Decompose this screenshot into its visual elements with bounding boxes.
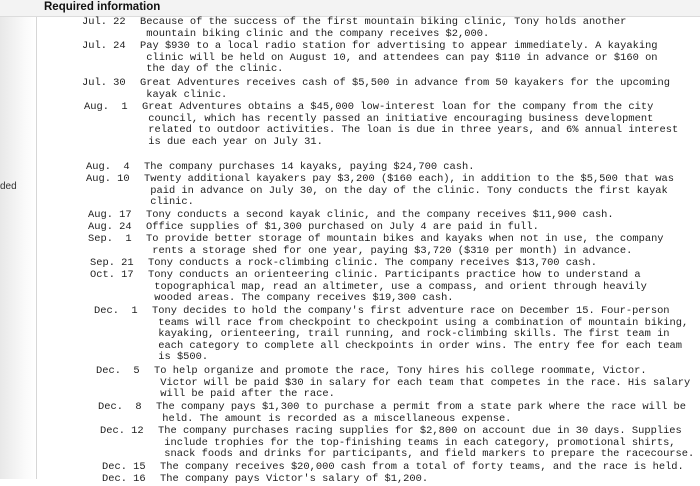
transaction-text-line: related to outdoor activities. The loan is due in three years, and 6% annual interest (148, 124, 679, 137)
transaction-text-line: Victor will be paid $30 in salary for each team that competes in the race. His salary (160, 376, 691, 389)
transaction-date: Aug. 4 (86, 161, 130, 173)
transaction-text-line: Tony conducts an orienteering clinic. Participants practice how to understand a (148, 269, 641, 281)
transaction-date: Dec. 5 (96, 365, 140, 377)
transaction-date: Sep. 1 (88, 233, 132, 245)
transaction-text-line: To provide better storage of mountain bikes and kayaks when not in use, the company (146, 233, 664, 245)
transaction-date: Aug. 1 (84, 101, 128, 113)
transaction-text-line: paid in advance on July 30, on the day of the clinic. Tony conducts the first kayak (150, 184, 668, 197)
transaction-date: Aug. 10 (86, 173, 130, 185)
transaction-text-line: To help organize and promote the race, Tony hires his college roommate, Victor. (154, 365, 647, 377)
transaction-text-line: Office supplies of $1,300 purchased on July 4 are paid in full. (146, 221, 539, 233)
transaction-text-line: wooded areas. The company receives $19,300 cash. (154, 292, 454, 305)
transaction-text-line: Tony decides to hold the company's first adventure race on December 15. Four-person (152, 305, 670, 317)
transaction-date: Jul. 22 (82, 16, 126, 28)
transaction-text-line: the day of the clinic. (146, 63, 284, 76)
transaction-text-line: topographical map, read an altimeter, use a compass, and orient through heavily (154, 280, 647, 293)
transaction-text-line: is due each year on July 31. (148, 135, 323, 148)
transaction-text-line: The company pays Victor's salary of $1,200. (160, 473, 429, 485)
transaction-text-line: each category to complete all checkpoints in order wins. The entry fee for each team (158, 339, 683, 352)
transaction-date: Sep. 21 (90, 257, 134, 269)
transaction-date: Dec. 12 (100, 425, 144, 437)
transaction-text-line: council, which has recently passed an initiative encouraging business development (148, 112, 654, 125)
transaction-date: Dec. 16 (102, 473, 146, 485)
transaction-text-line: The company pays $1,300 to purchase a permit from a state park where the race will be (156, 401, 687, 413)
transaction-date: Aug. 24 (88, 221, 132, 233)
transaction-text-line: rents a storage shed for one year, paying $3,720 ($310 per month) in advance. (152, 244, 633, 257)
transaction-text-line: The company purchases racing supplies for $2,800 on account due in 30 days. Supplies (158, 425, 682, 437)
transaction-text-line: clinic will be held on August 10, and attendees can pay $110 in advance or $160 on (146, 51, 658, 64)
transaction-text-line: The company receives $20,000 cash from a total of forty teams, and the race is held. (160, 461, 684, 473)
transaction-text-line: held. The amount is recorded as a miscellaneous expense. (162, 412, 512, 425)
transaction-date: Dec. 1 (94, 305, 138, 317)
transaction-date: Aug. 17 (88, 209, 132, 221)
transaction-date: Dec. 8 (98, 401, 142, 413)
transaction-text-line: is $500. (158, 351, 209, 364)
transaction-text-line: Twenty additional kayakers pay $3,200 ($160 each), in addition to the $5,500 that was (144, 173, 675, 185)
transaction-text-line: kayaking, orienteering, trail running, and rock-climbing skills. The first team in (158, 328, 670, 341)
left-strip-label: ded (0, 181, 17, 192)
transaction-text-line: teams will race from checkpoint to checkpoint using a combination of mountain biking, (158, 316, 689, 329)
transaction-text-line: clinic. (150, 196, 194, 209)
transaction-date: Oct. 17 (90, 269, 134, 281)
transaction-text-line: kayak clinic. (146, 88, 228, 101)
transaction-text-line: Tony conducts a second kayak clinic, and the company receives $11,900 cash. (146, 209, 614, 221)
transaction-text-line: snack foods and drinks for participants, and field markers to prepare the racecourse. (164, 448, 695, 461)
transaction-date: Jul. 30 (82, 77, 126, 89)
transaction-text-line: Because of the success of the first mountain biking clinic, Tony holds another (140, 16, 627, 28)
transaction-text-line: Great Adventures obtains a $45,000 low-interest loan for the company from the city (142, 101, 654, 113)
transaction-text-line: The company purchases 14 kayaks, paying $24,700 cash. (144, 161, 475, 173)
transaction-text-line: Pay $930 to a local radio station for advertising to appear immediately. A kayaking (140, 40, 658, 52)
transaction-text-line: include trophies for the top-finishing teams in each category, promotional shirts, (164, 436, 676, 449)
transaction-date: Jul. 24 (82, 40, 126, 52)
transaction-text-line: will be paid after the race. (160, 388, 335, 401)
transaction-text-line: Great Adventures receives cash of $5,500 in advance from 50 kayakers for the upcoming (140, 77, 671, 89)
header-title: Required information (44, 1, 161, 13)
transaction-date: Dec. 15 (102, 461, 146, 473)
transaction-text-line: Tony conducts a rock-climbing clinic. The company receives $13,700 cash. (148, 257, 597, 269)
transaction-text-line: mountain biking clinic and the company receives $2,000. (146, 27, 490, 40)
